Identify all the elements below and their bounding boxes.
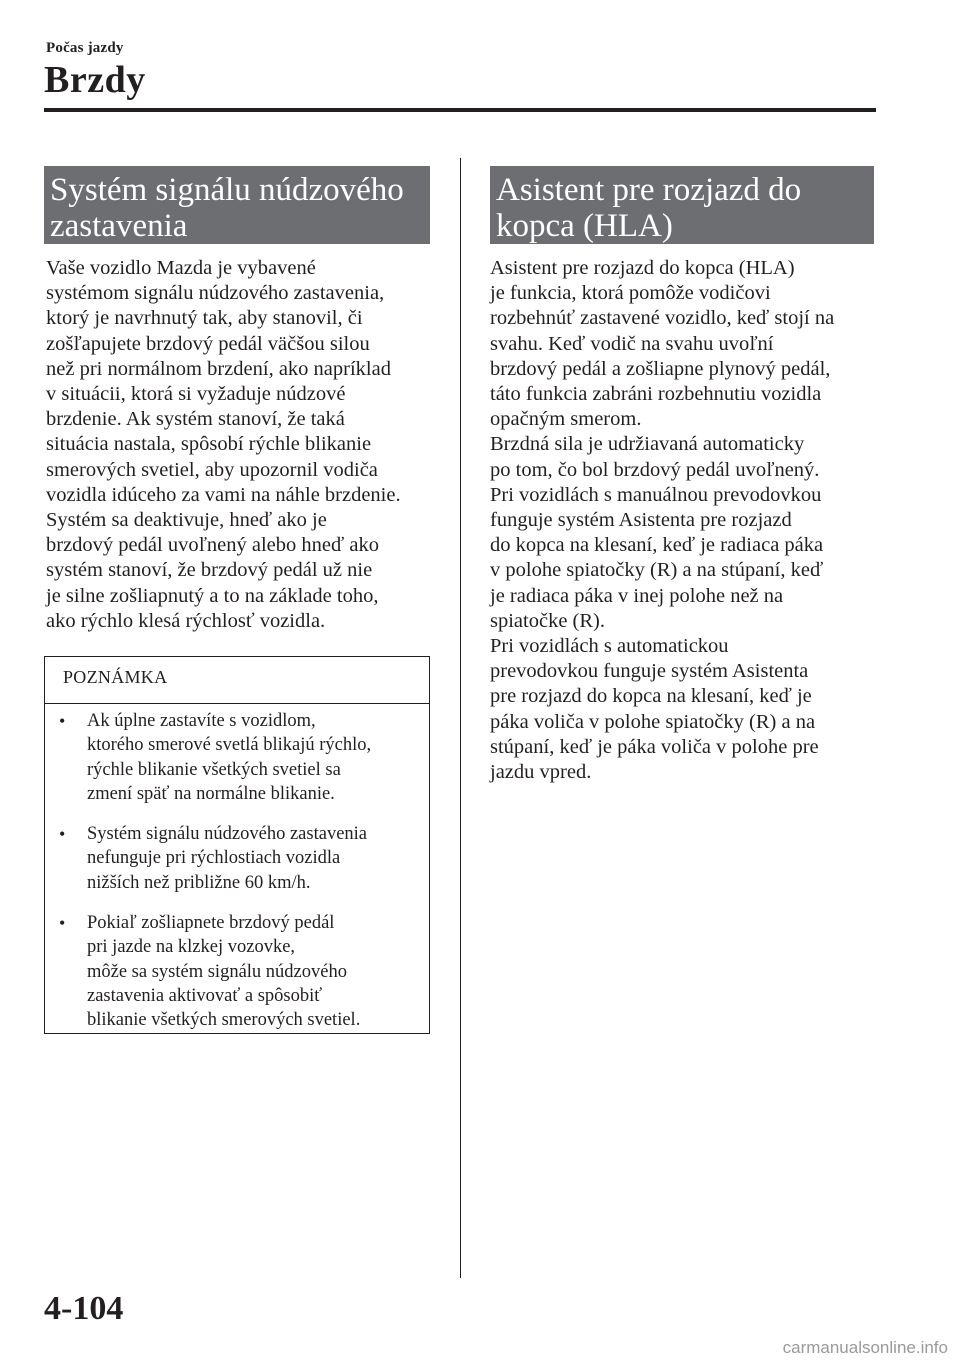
column-divider [460, 158, 461, 1278]
page-title: Brzdy [44, 59, 146, 101]
note-item [59, 911, 429, 1032]
hla-body: Asistent pre rozjazd do kopca (HLA) je funkcia, ktorá pomôže vodičovi rozbehnúť zastavené vozidlo, keď stojí na svahu. Keď vodič na svahu uvoľní brzdový pedál a zošliapne plynový pedál, táto funkcia zabráni rozbehnutiu vozidla opačným smerom. Brzdná sila je udržiavaná automaticky po tom, čo bol brzdový pedál uvoľnený. Pri vozidlách s manuálnou prevodovkou funguje systém Asistenta pre rozjazd do kopca na klesaní, keď je radiaca páka v polohe spiatočky (R) a na stúpaní, keď je radiaca páka v inej polohe než na spiatočke (R). Pri vozidlách s automatickou prevodovkou funguje systém Asistenta pre rozjazd do kopca na klesaní, keď je páka voliča v polohe spiatočky (R) a na stúpaní, keď je páka voliča v polohe pre jazdu vpred. [490, 257, 835, 784]
section-heading-emergency-signal [44, 166, 430, 244]
note-item-text: Pokiaľ zošliapnete brzdový pedál pri jazde na klzkej vozovke, môže sa systém signálu núdzového zastavenia aktivovať a spôsobiť blikanie všetkých smerových svetiel. [87, 913, 361, 1031]
section-heading-text: Asistent pre rozjazd do kopca (HLA) [496, 172, 802, 244]
note-item-text: Systém signálu núdzového zastavenia nefunguje pri rýchlostiach vozidla nižších než približne 60 km/h. [87, 824, 368, 893]
note-box [44, 656, 430, 1034]
note-item [59, 709, 429, 806]
bullet-icon: • [59, 913, 66, 934]
note-divider [45, 703, 429, 704]
bullet-icon: • [59, 824, 66, 845]
breadcrumb: Počas jazdy [46, 40, 124, 56]
note-list [59, 709, 429, 1033]
bullet-icon: • [59, 711, 66, 731]
watermark: carmanualsonline.info [782, 1338, 948, 1357]
emergency-signal-body: Vaše vozidlo Mazda je vybavené systémom signálu núdzového zastavenia, ktorý je navrhnutý tak, aby stanovil, či zošľapujete brzdový pedál väčšou silou než pri normálnom brzdení, ako napríklad v situácii, ktorá si vyžaduje núdzové brzdenie. Ak systém stanoví, že taká situácia nastala, spôsobí rýchle blikanie smerových svetiel, aby upozornil vodiča vozidla idúceho za vami na náhle brzdenie. Systém sa deaktivuje, hneď ako je brzdový pedál uvoľnený alebo hneď ako systém stanoví, že brzdový pedál už nie je silne zošliapnutý a to na základe toho, ako rýchlo klesá rýchlosť vozidla. [46, 257, 401, 632]
header-rule [44, 108, 876, 112]
page-number: 4-104 [44, 1290, 124, 1327]
section-heading-hla [490, 166, 874, 244]
section-heading-text: Systém signálu núdzového zastavenia [50, 172, 404, 244]
note-item [59, 822, 429, 895]
note-item-text: Ak úplne zastavíte s vozidlom, ktorého smerové svetlá blikajú rýchlo, rýchle blikanie všetkých svetiel sa zmení späť na normálne blikanie. [87, 711, 372, 804]
note-title: POZNÁMKA [63, 667, 168, 687]
